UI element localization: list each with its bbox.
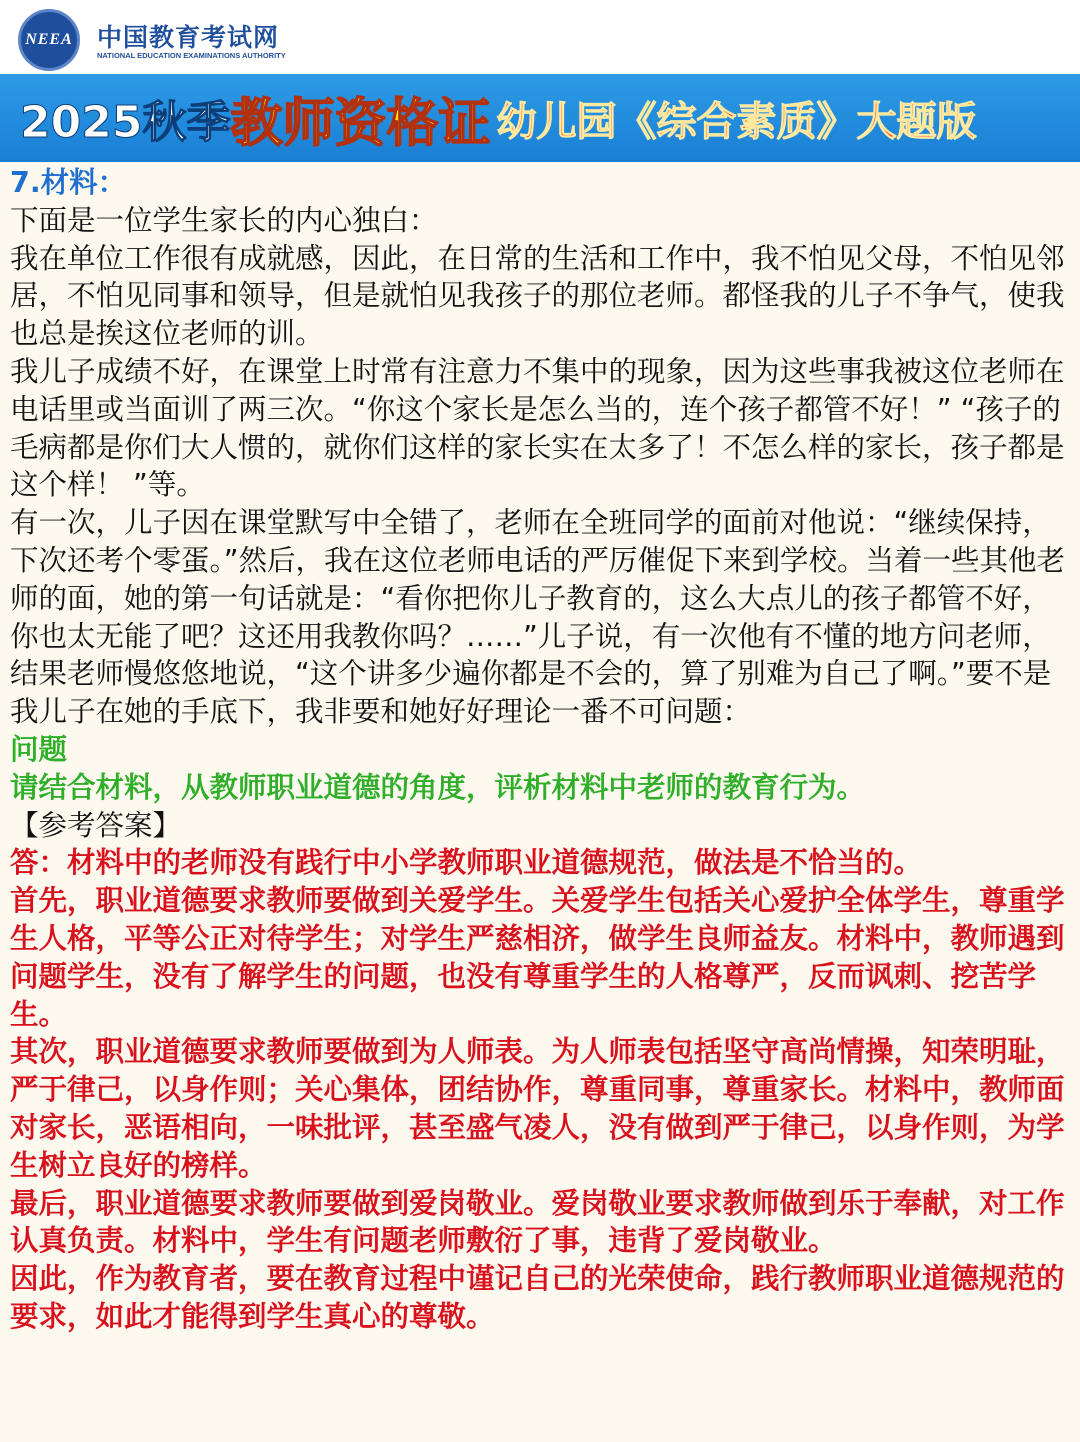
material-paragraph: 下面是一位学生家长的内心独白： xyxy=(10,203,438,237)
material-paragraph: 有一次，儿子因在课堂默写中全错了，老师在全班同学的面前对他说：“继续保持，下次还考个零蛋。”然后，我在这位老师电话的严厉催促下来到学校。当着一些其他老师的面，她的第一句话就是：“看你把你儿子教育的，这么大点儿的孩子都管不好，你也太无能了吧？这还用我教你吗？……”儿子说，有一次他有不懂的地方问老师，结果老师慢悠悠地说，“这个讲多少遍你都是不会的，算了别难为自己了啊。”要不是我儿子在她的手底下，我非要和她好好理论一番不可问题： xyxy=(10,506,1066,729)
answer-paragraph: 其次，职业道德要求教师要做到为人师表。为人师表包括坚守高尚情操，知荣明耻，严于律己，以身作则；关心集体，团结协作，尊重同事，尊重家长。材料中，教师面对家长，恶语相向，一味批评，甚至盛气凌人，没有做到严于律己，以身作则，为学生树立良好的榜样。 xyxy=(10,1035,1065,1182)
answer-paragraph: 答：材料中的老师没有践行中小学教师职业道德规范，做法是不恰当的。 xyxy=(10,846,923,880)
logo-letters: NEEA xyxy=(25,31,73,48)
material-paragraph: 我在单位工作很有成就感，因此，在日常的生活和工作中，我不怕见父母，不怕见邻居，不怕见同事和领导，但是就怕见我孩子的那位老师。都怪我的儿子不争气，使我也总是挨这位老师的训。 xyxy=(10,241,1065,351)
page-header xyxy=(0,0,1080,74)
material-paragraph: 我儿子成绩不好，在课堂上时常有注意力不集中的现象，因为这些事我被这位老师在电话里或当面训了两三次。“你这个家长是怎么当的，连个孩子都管不好！” “孩子的毛病都是你们大人惯的，就你们这样的家长实在太多了！不怎么样的家长，孩子都是这个样！ ”等。 xyxy=(10,354,1065,502)
answer-paragraph: 因此，作为教育者，要在教育过程中谨记自己的光荣使命，践行教师职业道德规范的要求，如此才能得到学生真心的尊敬。 xyxy=(10,1262,1065,1333)
neea-logo-icon xyxy=(18,9,80,71)
banner-season: 2025秋季 xyxy=(20,97,231,148)
banner-exam: 教师资格证 xyxy=(230,93,491,154)
answer-paragraph: 首先，职业道德要求教师要做到关爱学生。关爱学生包括关心爱护全体学生，尊重学生人格，平等公正对待学生；对学生严慈相济，做学生良师益友。材料中，教师遇到问题学生，没有了解学生的问题，也没有尊重学生的人格尊严，反而讽刺、挖苦学生。 xyxy=(10,884,1065,1031)
title-banner xyxy=(0,74,1080,162)
answer-label: 【参考答案】 xyxy=(10,808,182,842)
main-content xyxy=(10,164,1072,1336)
banner-subject: 幼儿园《综合素质》大题版 xyxy=(496,98,977,145)
site-name-en: NATIONAL EDUCATION EXAMINATIONS AUTHORITY xyxy=(97,51,286,60)
site-name: 中国教育考试网 xyxy=(97,23,280,52)
question-text: 请结合材料，从教师职业道德的角度，评析材料中老师的教育行为。 xyxy=(10,770,866,804)
material-heading: 7.材料： xyxy=(10,166,127,199)
answer-paragraph: 最后，职业道德要求教师要做到爱岗敬业。爱岗敬业要求教师做到乐于奉献，对工作认真负责。材料中，学生有问题老师敷衍了事，违背了爱岗敬业。 xyxy=(10,1186,1065,1258)
question-label: 问题 xyxy=(10,732,68,766)
